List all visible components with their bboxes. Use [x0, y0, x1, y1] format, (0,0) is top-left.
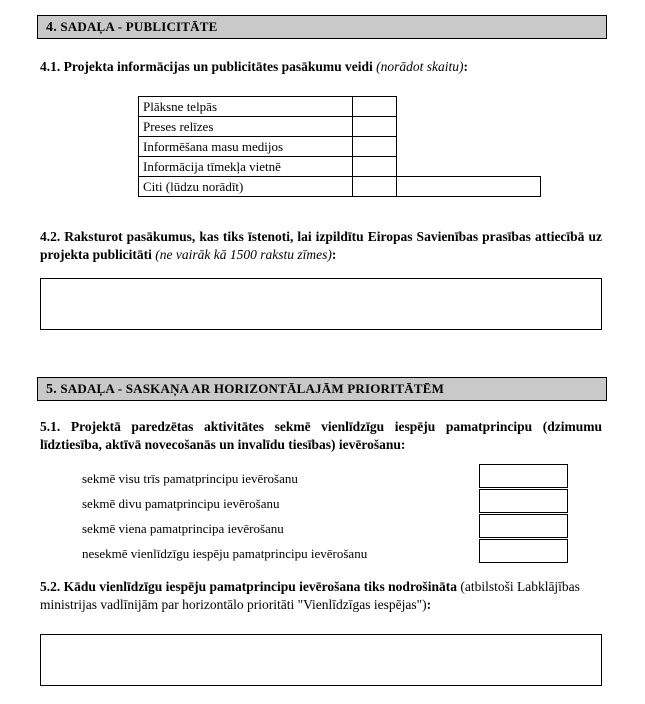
option-input-1[interactable]: [479, 464, 568, 488]
section-5-header: [37, 377, 607, 401]
measure-count-cell[interactable]: [353, 97, 397, 117]
measure-label: Informācija tīmekļa vietnē: [139, 157, 353, 177]
table-row: [139, 137, 541, 157]
question-4-1: [40, 58, 600, 76]
question-4-2-colon: :: [331, 246, 337, 262]
option-label-3: sekmē viena pamatprincipa ievērošanu: [82, 521, 284, 536]
option-label-1: sekmē visu trīs pamatprincipu ievērošanu: [82, 471, 298, 486]
question-4-1-note: (norādot skaitu): [376, 59, 464, 74]
answer-field-4-2[interactable]: [40, 278, 602, 330]
section-4-title: SADAĻA - PUBLICITĀTE: [60, 19, 218, 34]
section-5-title: SADAĻA - SASKAŅA AR HORIZONTĀLAJĀM PRIORITĀTĒM: [60, 381, 445, 396]
measure-label: Citi (lūdzu norādīt): [139, 177, 353, 197]
measure-label: Informēšana masu medijos: [139, 137, 353, 157]
section-4-header: [37, 15, 607, 39]
measure-label: Preses relīzes: [139, 117, 353, 137]
table-row: [139, 97, 541, 117]
question-5-2: [40, 578, 602, 614]
question-4-2-text: 4.2. Raksturot pasākumus, kas tiks īstenoti, lai izpildītu Eiropas Savienības prasības attiecībā uz projekta publicitāti: [40, 229, 602, 262]
option-label-2: sekmē divu pamatprincipu ievērošanu: [82, 496, 280, 511]
measure-count-cell[interactable]: [353, 117, 397, 137]
table-row: [139, 157, 541, 177]
question-5-2-note: (atbilstoši Labklājības ministrijas vadlīnijām par horizontālo prioritāti "Vienlīdzīgas iespējas"): [40, 579, 580, 612]
option-label-4: nesekmē vienlīdzīgu iespēju pamatprincipu ievērošanu: [82, 546, 368, 561]
question-4-1-text: 4.1. Projekta informācijas un publicitātes pasākumu veidi: [40, 59, 373, 74]
measure-count-cell[interactable]: [353, 137, 397, 157]
measure-count-cell[interactable]: [353, 177, 397, 197]
table-row: [139, 117, 541, 137]
measure-other-cell[interactable]: [397, 177, 541, 197]
question-5-2-text: 5.2. Kādu vienlīdzīgu iespēju pamatprincipu ievērošana tiks nodrošināta: [40, 579, 457, 594]
measure-count-cell[interactable]: [353, 157, 397, 177]
table-row: [139, 177, 541, 197]
question-5-1-text: 5.1. Projektā paredzētas aktivitātes sekmē vienlīdzīgu iespēju pamatprincipu (dzimumu līdztiesība, aktīvā novecošanās un invalīdu tiesības) ievērošanu:: [40, 419, 602, 452]
section-4-number: 4.: [46, 20, 57, 35]
question-4-1-colon: :: [463, 59, 469, 74]
question-4-2-note: (ne vairāk kā 1500 rakstu zīmes): [155, 246, 332, 262]
option-input-3[interactable]: [479, 514, 568, 538]
question-5-1: [40, 418, 602, 454]
measure-label: Plāksne telpās: [139, 97, 353, 117]
question-5-2-colon: :: [426, 596, 432, 612]
option-input-4[interactable]: [479, 539, 568, 563]
section-5-number: 5.: [46, 382, 57, 397]
answer-field-5-2[interactable]: [40, 634, 602, 686]
question-4-2: [40, 228, 602, 264]
publicity-measures-table: [138, 96, 541, 197]
option-input-2[interactable]: [479, 489, 568, 513]
